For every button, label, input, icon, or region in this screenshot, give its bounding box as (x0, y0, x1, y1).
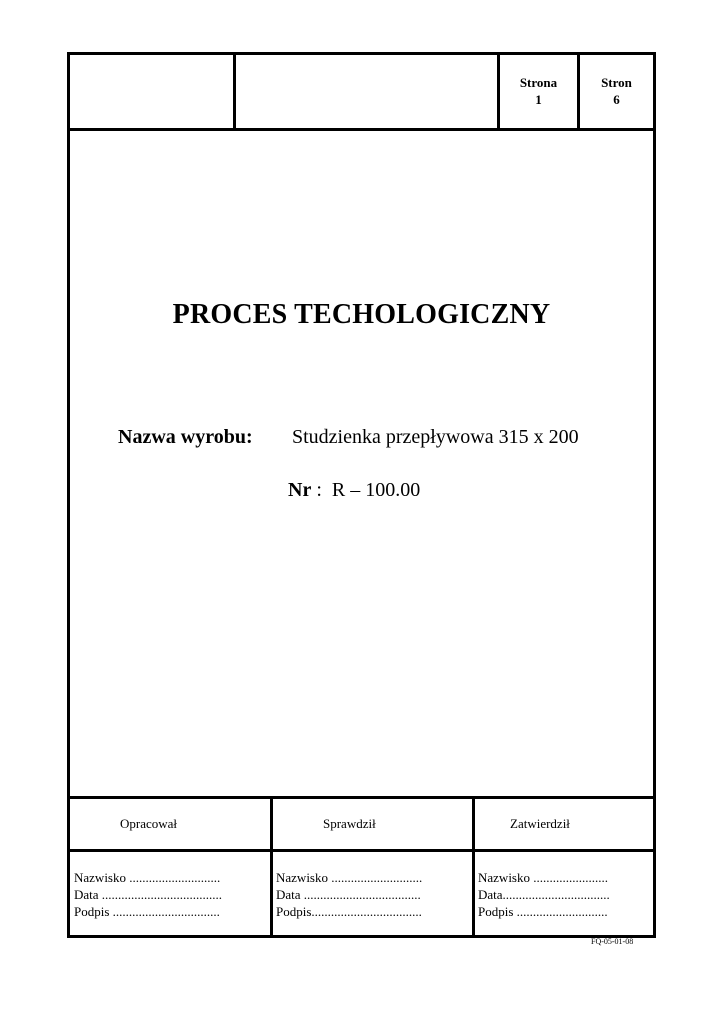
approval-table-separator (70, 849, 653, 852)
product-number-separator: : (311, 479, 322, 501)
page-number-cell (500, 74, 577, 108)
product-name-label: Nazwa wyrobu: (118, 426, 253, 448)
document-title: PROCES TECHOLOGICZNY (172, 299, 551, 330)
date-field: Data .................................... (276, 887, 421, 902)
signature-block-approved (478, 869, 610, 920)
product-name-value: Studzienka przepływowa 315 x 200 (292, 426, 579, 448)
document-frame (67, 52, 656, 938)
approval-divider-1 (270, 799, 273, 935)
name-field: Nazwisko ............................ (276, 870, 423, 885)
page-label: Strona (519, 75, 558, 90)
approval-table (70, 796, 653, 935)
date-field: Data ..................................... (74, 887, 223, 902)
sign-field: Podpis.................................. (276, 904, 422, 919)
header-row (70, 55, 653, 131)
form-code: FQ-05-01-08 (591, 937, 634, 946)
signature-block-checked (276, 869, 422, 920)
product-name-line (118, 426, 579, 449)
sign-field: Podpis ................................. (74, 904, 220, 919)
role-approved: Zatwierdził (510, 816, 570, 831)
page-count-cell (580, 74, 653, 108)
page-value: 1 (535, 92, 542, 107)
sign-field: Podpis ............................ (478, 904, 608, 919)
header-divider-1 (233, 55, 236, 128)
signature-block-prepared (74, 869, 222, 920)
product-number-value: R – 100.00 (331, 479, 421, 501)
product-number-label: Nr (288, 479, 312, 501)
name-field: Nazwisko ....................... (478, 870, 608, 885)
name-field: Nazwisko ............................ (74, 870, 221, 885)
date-field: Data................................. (478, 887, 610, 902)
role-prepared: Opracował (120, 816, 178, 831)
product-number-line (288, 479, 420, 502)
pages-label: Stron (601, 75, 632, 90)
pages-value: 6 (613, 92, 620, 107)
approval-divider-2 (472, 799, 475, 935)
role-checked: Sprawdził (323, 816, 376, 831)
